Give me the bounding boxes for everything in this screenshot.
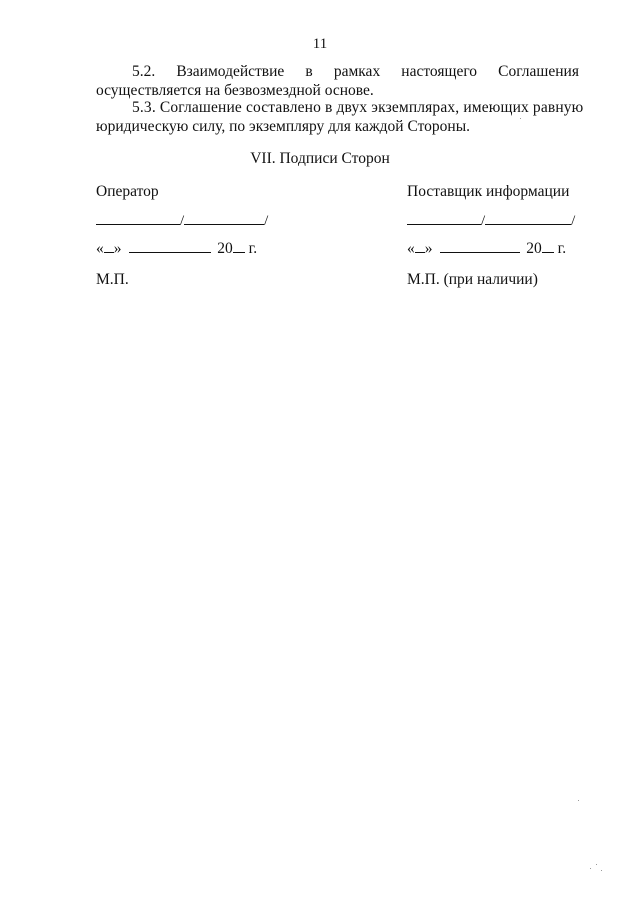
day-blank [104,240,114,253]
year-prefix: 20 [526,240,542,257]
date-line-operator [96,240,257,258]
stamp-label-provider: М.П. (при наличии) [407,271,538,288]
year-blank [542,240,554,253]
date-line-provider [407,240,566,258]
name-blank [184,212,264,225]
page-number: 11 [312,36,328,52]
year-blank [233,240,245,253]
scan-speck [520,118,521,119]
year-prefix: 20 [217,240,233,257]
word: Соглашения [498,63,579,80]
signature-blank [96,212,180,225]
party-label-operator: Оператор [96,183,159,200]
slash: / [571,213,576,229]
quote-close: » [424,240,433,257]
scan-speck [578,800,579,801]
word: рамках [333,63,381,80]
party-label-provider: Поставщик информации [407,183,570,200]
day-blank [415,240,425,253]
year-suffix: г. [248,240,258,257]
paragraph-5-3-line-1: 5.3. Соглашение составлено в двух экземплярах, имеющих равную [132,99,584,116]
paragraph-5-2 [96,62,579,100]
paragraph-5-2-line-1 [96,62,579,81]
signature-line-provider [407,212,575,230]
paragraph-5-2-line-2: осуществляется на безвозмездной основе. [96,82,374,99]
year-suffix: г. [557,240,567,257]
quote-open: « [407,240,415,257]
slash: / [481,213,486,229]
quote-open: « [96,240,104,257]
paragraph-5-3 [96,98,584,136]
word: в [305,63,313,80]
word: 5.2. [132,63,156,80]
signature-line-operator [96,212,268,230]
slash: / [180,213,185,229]
scan-speck [590,868,591,869]
scan-speck [596,864,597,865]
signature-blank [407,212,481,225]
section-title: VII. Подписи Сторон [250,150,390,167]
month-blank [440,240,520,253]
stamp-label-operator: М.П. [96,271,129,288]
scan-speck [601,870,602,871]
word: настоящего [401,63,478,80]
paragraph-5-3-line-2: юридическую силу, по экземпляру для каждой Стороны. [96,118,471,135]
name-blank [485,212,571,225]
month-blank [129,240,211,253]
slash: / [264,213,269,229]
quote-close: » [113,240,122,257]
word: Взаимодействие [176,63,285,80]
